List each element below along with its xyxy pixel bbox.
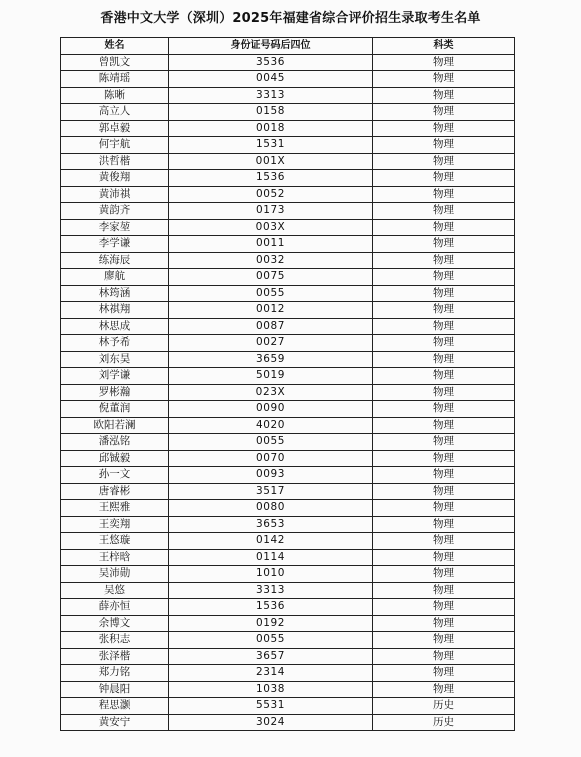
cell-subject: 历史 <box>373 698 515 715</box>
cell-subject: 物理 <box>373 104 515 121</box>
cell-subject: 物理 <box>373 335 515 352</box>
cell-name: 廖航 <box>61 269 169 286</box>
cell-subject: 物理 <box>373 599 515 616</box>
cell-subject: 物理 <box>373 318 515 335</box>
cell-subject: 物理 <box>373 648 515 665</box>
cell-id-last4: 3659 <box>169 351 373 368</box>
cell-name: 练海辰 <box>61 252 169 269</box>
cell-name: 郑力铭 <box>61 665 169 682</box>
table-row <box>61 318 515 335</box>
table-row <box>61 71 515 88</box>
cell-id-last4: 4020 <box>169 417 373 434</box>
cell-name: 陈晰 <box>61 87 169 104</box>
table-row <box>61 401 515 418</box>
cell-id-last4: 3313 <box>169 582 373 599</box>
cell-subject: 物理 <box>373 384 515 401</box>
cell-subject: 物理 <box>373 87 515 104</box>
cell-id-last4: 3024 <box>169 714 373 731</box>
table-row <box>61 533 515 550</box>
cell-id-last4: 0027 <box>169 335 373 352</box>
cell-name: 何宇航 <box>61 137 169 154</box>
cell-id-last4: 0080 <box>169 500 373 517</box>
table-row <box>61 615 515 632</box>
table-row <box>61 549 515 566</box>
table-row <box>61 203 515 220</box>
cell-id-last4: 0142 <box>169 533 373 550</box>
cell-subject: 物理 <box>373 665 515 682</box>
cell-subject: 物理 <box>373 219 515 236</box>
cell-subject: 物理 <box>373 401 515 418</box>
cell-id-last4: 1531 <box>169 137 373 154</box>
table-row <box>61 153 515 170</box>
cell-subject: 物理 <box>373 137 515 154</box>
table-header-row <box>61 38 515 55</box>
cell-name: 林祺翔 <box>61 302 169 319</box>
table-row <box>61 252 515 269</box>
cell-subject: 物理 <box>373 302 515 319</box>
cell-id-last4: 0055 <box>169 434 373 451</box>
cell-subject: 物理 <box>373 516 515 533</box>
cell-id-last4: 0011 <box>169 236 373 253</box>
cell-id-last4: 003X <box>169 219 373 236</box>
cell-id-last4: 1038 <box>169 681 373 698</box>
table-body <box>61 54 515 731</box>
cell-id-last4: 1010 <box>169 566 373 583</box>
cell-name: 罗彬瀚 <box>61 384 169 401</box>
table-row <box>61 483 515 500</box>
cell-name: 刘东昊 <box>61 351 169 368</box>
cell-name: 张泽楷 <box>61 648 169 665</box>
table-row <box>61 450 515 467</box>
table-row <box>61 648 515 665</box>
cell-name: 刘学谦 <box>61 368 169 385</box>
cell-id-last4: 1536 <box>169 170 373 187</box>
cell-name: 唐睿彬 <box>61 483 169 500</box>
cell-name: 孙一文 <box>61 467 169 484</box>
header-subject: 科类 <box>373 38 515 55</box>
table-row <box>61 417 515 434</box>
cell-subject: 物理 <box>373 615 515 632</box>
cell-name: 黄安宁 <box>61 714 169 731</box>
cell-id-last4: 0070 <box>169 450 373 467</box>
cell-name: 邱铖毅 <box>61 450 169 467</box>
cell-id-last4: 0045 <box>169 71 373 88</box>
table-row <box>61 467 515 484</box>
table-row <box>61 368 515 385</box>
cell-id-last4: 0087 <box>169 318 373 335</box>
table-row <box>61 582 515 599</box>
cell-name: 陈靖瑶 <box>61 71 169 88</box>
admission-table <box>60 37 515 731</box>
cell-id-last4: 2314 <box>169 665 373 682</box>
cell-id-last4: 3517 <box>169 483 373 500</box>
cell-subject: 物理 <box>373 582 515 599</box>
cell-name: 薛亦恒 <box>61 599 169 616</box>
cell-subject: 物理 <box>373 54 515 71</box>
cell-subject: 物理 <box>373 434 515 451</box>
cell-id-last4: 0055 <box>169 285 373 302</box>
table-row <box>61 665 515 682</box>
cell-subject: 物理 <box>373 368 515 385</box>
cell-subject: 物理 <box>373 549 515 566</box>
cell-id-last4: 0090 <box>169 401 373 418</box>
table-row <box>61 302 515 319</box>
table-row <box>61 632 515 649</box>
cell-name: 高立人 <box>61 104 169 121</box>
cell-name: 李家堃 <box>61 219 169 236</box>
cell-id-last4: 3657 <box>169 648 373 665</box>
table-row <box>61 269 515 286</box>
cell-name: 钟晨阳 <box>61 681 169 698</box>
cell-subject: 物理 <box>373 236 515 253</box>
cell-subject: 物理 <box>373 269 515 286</box>
cell-subject: 物理 <box>373 450 515 467</box>
cell-name: 王熙雅 <box>61 500 169 517</box>
cell-subject: 物理 <box>373 483 515 500</box>
cell-subject: 物理 <box>373 71 515 88</box>
cell-name: 王悠璇 <box>61 533 169 550</box>
table-row <box>61 681 515 698</box>
cell-name: 林思成 <box>61 318 169 335</box>
table-row <box>61 137 515 154</box>
cell-id-last4: 0158 <box>169 104 373 121</box>
cell-subject: 物理 <box>373 170 515 187</box>
header-id: 身份证号码后四位 <box>169 38 373 55</box>
cell-name: 程思灏 <box>61 698 169 715</box>
cell-id-last4: 0075 <box>169 269 373 286</box>
cell-name: 郭卓毅 <box>61 120 169 137</box>
cell-subject: 物理 <box>373 285 515 302</box>
cell-subject: 物理 <box>373 500 515 517</box>
cell-id-last4: 001X <box>169 153 373 170</box>
header-name: 姓名 <box>61 38 169 55</box>
table-row <box>61 104 515 121</box>
table-row <box>61 219 515 236</box>
cell-id-last4: 3653 <box>169 516 373 533</box>
cell-name: 倪董润 <box>61 401 169 418</box>
cell-id-last4: 0192 <box>169 615 373 632</box>
cell-name: 李学谦 <box>61 236 169 253</box>
cell-name: 黄俊翔 <box>61 170 169 187</box>
table-row <box>61 186 515 203</box>
cell-subject: 物理 <box>373 186 515 203</box>
cell-id-last4: 023X <box>169 384 373 401</box>
table-row <box>61 335 515 352</box>
cell-id-last4: 3536 <box>169 54 373 71</box>
table-row <box>61 236 515 253</box>
cell-subject: 物理 <box>373 632 515 649</box>
table-row <box>61 516 515 533</box>
table-row <box>61 351 515 368</box>
table-row <box>61 714 515 731</box>
cell-name: 黄沛祺 <box>61 186 169 203</box>
cell-name: 王奕翔 <box>61 516 169 533</box>
cell-name: 黄韵齐 <box>61 203 169 220</box>
table-row <box>61 698 515 715</box>
table-row <box>61 434 515 451</box>
table-row <box>61 285 515 302</box>
cell-subject: 物理 <box>373 203 515 220</box>
cell-subject: 物理 <box>373 533 515 550</box>
table-row <box>61 87 515 104</box>
cell-name: 林予希 <box>61 335 169 352</box>
cell-subject: 历史 <box>373 714 515 731</box>
document-title: 香港中文大学（深圳）2025年福建省综合评价招生录取考生名单 <box>100 11 481 26</box>
cell-id-last4: 3313 <box>169 87 373 104</box>
cell-subject: 物理 <box>373 153 515 170</box>
cell-name: 曾凯文 <box>61 54 169 71</box>
cell-subject: 物理 <box>373 351 515 368</box>
cell-id-last4: 1536 <box>169 599 373 616</box>
cell-name: 洪哲楷 <box>61 153 169 170</box>
table-row <box>61 170 515 187</box>
table-row <box>61 120 515 137</box>
cell-name: 张积志 <box>61 632 169 649</box>
cell-name: 王梓晗 <box>61 549 169 566</box>
table-row <box>61 384 515 401</box>
table-row <box>61 500 515 517</box>
cell-name: 欧阳若澜 <box>61 417 169 434</box>
cell-name: 潘泓铭 <box>61 434 169 451</box>
cell-name: 吴悠 <box>61 582 169 599</box>
cell-id-last4: 5019 <box>169 368 373 385</box>
cell-id-last4: 0114 <box>169 549 373 566</box>
cell-name: 林筠涵 <box>61 285 169 302</box>
cell-subject: 物理 <box>373 252 515 269</box>
cell-id-last4: 0173 <box>169 203 373 220</box>
cell-subject: 物理 <box>373 467 515 484</box>
cell-id-last4: 0032 <box>169 252 373 269</box>
cell-id-last4: 0012 <box>169 302 373 319</box>
cell-subject: 物理 <box>373 681 515 698</box>
cell-name: 余博文 <box>61 615 169 632</box>
table-row <box>61 566 515 583</box>
cell-id-last4: 0018 <box>169 120 373 137</box>
table-row <box>61 599 515 616</box>
table-row <box>61 54 515 71</box>
cell-id-last4: 0055 <box>169 632 373 649</box>
cell-id-last4: 0093 <box>169 467 373 484</box>
cell-subject: 物理 <box>373 120 515 137</box>
cell-id-last4: 0052 <box>169 186 373 203</box>
cell-id-last4: 5531 <box>169 698 373 715</box>
cell-subject: 物理 <box>373 566 515 583</box>
cell-subject: 物理 <box>373 417 515 434</box>
cell-name: 吴沛勋 <box>61 566 169 583</box>
